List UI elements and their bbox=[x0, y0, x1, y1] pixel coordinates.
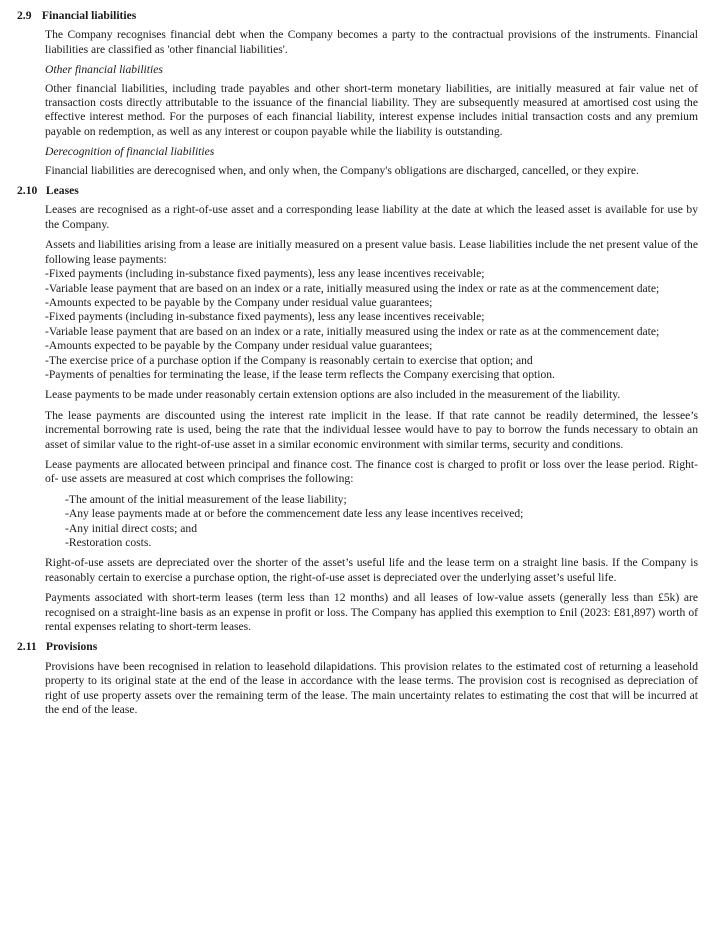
lease-payments-list bbox=[45, 267, 698, 382]
list-item: -Payments of penalties for terminating the lease, if the lease term reflects the Company exercising that option. bbox=[45, 367, 555, 381]
paragraph: Assets and liabilities arising from a lease are initially measured on a present value basis. Lease liabilities include the net present value of the following lease payments: bbox=[45, 238, 698, 266]
paragraph: Provisions have been recognised in relation to leasehold dilapidations. This provision relates to the estimated cost of returning a leasehold property to its original state at the end of the lease in accordance with the lease terms. The provision cost is recognised as depreciation of right of use property assets over the remaining term of the lease. The main uncertainty relates to estimating the cost that will be incurred at the end of the lease. bbox=[45, 659, 698, 717]
section-provisions bbox=[17, 640, 698, 717]
section-heading bbox=[17, 9, 698, 23]
paragraph: Lease payments are allocated between principal and finance cost. The finance cost is charged to profit or loss over the lease period. Right-of- use assets are measured at cost which comprises the following: bbox=[45, 457, 698, 486]
list-item: -Restoration costs. bbox=[65, 536, 152, 549]
section-number: 2.9 bbox=[17, 9, 32, 22]
list-item: -The amount of the initial measurement of the lease liability; bbox=[65, 492, 347, 506]
list-item: -Fixed payments (including in-substance fixed payments), less any lease incentives receivable; bbox=[45, 310, 485, 324]
section-title: Provisions bbox=[45, 640, 98, 654]
list-item: -Fixed payments (including in-substance fixed payments), less any lease incentives receivable; bbox=[45, 267, 485, 281]
paragraph: The Company recognises financial debt when the Company becomes a party to the contractual provisions of the instruments. Financial liabilities are classified as 'other financial liabilities'. bbox=[45, 28, 698, 56]
list-item: -Variable lease payment that are based on an index or a rate, initially measured using the index or rate as at the commencement date; bbox=[45, 324, 660, 338]
list-item: -Amounts expected to be payable by the Company under residual value guarantees; bbox=[45, 339, 433, 353]
paragraph: Leases are recognised as a right-of-use asset and a corresponding lease liability at the date at which the leased asset is available for use by the Company. bbox=[45, 203, 698, 231]
paragraph: Other financial liabilities, including trade payables and other short-term monetary liabilities, are initially measured at fair value net of transaction costs directly attributable to the issuance of the financial liability. They are subsequently measured at amortised cost using the effective interest method. For the purposes of each financial liability, interest expense includes initial transaction costs and any premium payable on redemption, as well as any interest or coupon payable while the liability is outstanding. bbox=[45, 81, 698, 138]
paragraph: Right-of-use assets are depreciated over the shorter of the asset’s useful life and the lease term on a straight line basis. If the Company is reasonably certain to exercise a purchase option, the right-of-use asset is depreciated over the underlying asset’s useful life. bbox=[45, 556, 698, 584]
paragraph: Payments associated with short-term leases (term less than 12 months) and all leases of low-value assets (generally less than £5k) are recognised on a straight-line basis as an expense in profit or loss. The Company has applied this exemption to £nil (2023: £81,897) worth of rental expenses relating to short-term leases. bbox=[45, 591, 698, 634]
list-item: -Any lease payments made at or before the commencement date less any lease incentives received; bbox=[65, 507, 524, 521]
section-title: Financial liabilities bbox=[41, 9, 137, 22]
section-leases bbox=[17, 184, 698, 634]
list-item: -Any initial direct costs; and bbox=[65, 521, 198, 535]
section-title: Leases bbox=[45, 184, 79, 198]
list-item: -Variable lease payment that are based on an index or a rate, initially measured using the index or rate as at the commencement date; bbox=[45, 281, 660, 295]
list-item: -The exercise price of a purchase option if the Company is reasonably certain to exercise that option; and bbox=[45, 353, 533, 367]
paragraph: The lease payments are discounted using the interest rate implicit in the lease. If that rate cannot be readily determined, the lessee’s incremental borrowing rate is used, being the rate that the individual lessee would have to pay to borrow the funds necessary to obtain an asset of similar value to the right-of-use asset in a similar economic environment with similar terms, security and conditions. bbox=[45, 408, 698, 451]
section-number: 2.11 bbox=[17, 640, 37, 654]
paragraph: Lease payments to be made under reasonably certain extension options are also included in the measurement of the liability. bbox=[45, 388, 621, 402]
paragraph: Financial liabilities are derecognised when, and only when, the Company's obligations are discharged, cancelled, or they expire. bbox=[45, 163, 639, 177]
section-financial-liabilities bbox=[17, 9, 698, 178]
subheading: Other financial liabilities bbox=[45, 63, 163, 77]
section-heading bbox=[17, 640, 698, 654]
right-of-use-cost-list bbox=[65, 493, 698, 551]
subheading: Derecognition of financial liabilities bbox=[45, 145, 215, 159]
list-item: -Amounts expected to be payable by the Company under residual value guarantees; bbox=[45, 295, 433, 309]
section-heading bbox=[17, 184, 698, 198]
section-number: 2.10 bbox=[17, 184, 38, 198]
